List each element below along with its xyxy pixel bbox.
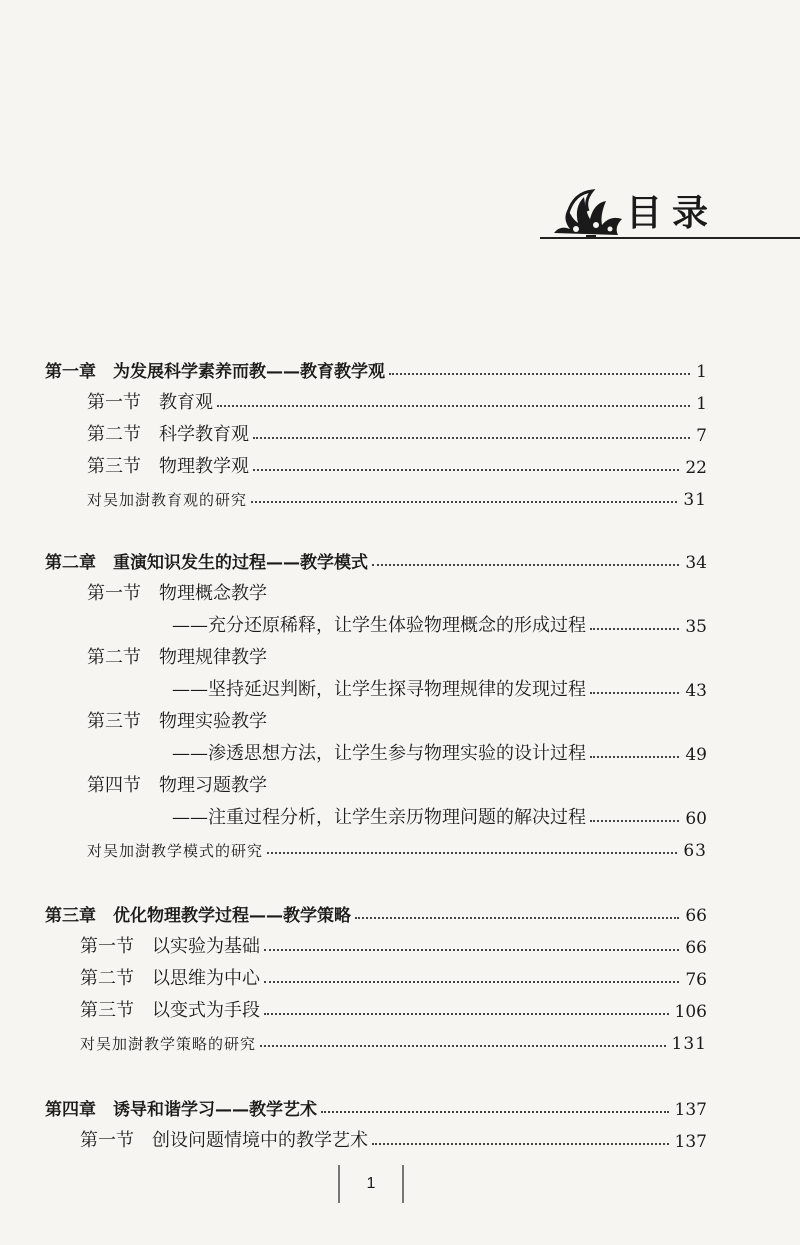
toc-label: ——注重过程分析，让学生亲历物理问题的解决过程 <box>172 807 586 828</box>
dot-leader <box>267 852 677 854</box>
toc-section <box>87 767 707 797</box>
toc-label: 第四节 物理习题教学 <box>87 775 267 796</box>
toc-subtitle <box>172 799 707 829</box>
toc-page: 34 <box>685 553 707 573</box>
toc-label: 第二节 以思维为中心 <box>80 968 260 989</box>
toc-label: ——充分还原稀释，让学生体验物理概念的形成过程 <box>172 615 586 636</box>
toc-label: 第一章 为发展科学素养而教——教育教学观 <box>45 362 385 382</box>
toc-page: 22 <box>685 458 707 478</box>
dot-leader <box>590 756 679 758</box>
toc-label: 第三节 物理实验教学 <box>87 711 267 732</box>
toc-label: 第三节 以变式为手段 <box>80 1000 260 1021</box>
toc-page: 76 <box>685 970 707 990</box>
toc-page: 1 <box>696 362 707 382</box>
toc-label: 第二节 科学教育观 <box>87 424 249 445</box>
toc-label: 对吴加澍教育观的研究 <box>87 491 248 509</box>
page-footer <box>338 1165 404 1203</box>
dot-leader <box>264 981 679 983</box>
toc-section <box>80 992 707 1022</box>
dot-leader <box>372 1143 669 1145</box>
toc-label: 第三章 优化物理教学过程——教学策略 <box>45 906 351 926</box>
toc-label: 第一节 教育观 <box>87 392 213 413</box>
toc-label: 第四章 诱导和谐学习——教学艺术 <box>45 1100 317 1120</box>
dot-leader <box>590 820 679 822</box>
toc-section <box>87 575 707 605</box>
toc-label: 第二节 物理规律教学 <box>87 647 267 668</box>
dot-leader <box>389 373 690 375</box>
page-number: 1 <box>366 1175 376 1192</box>
toc-study <box>87 831 707 861</box>
toc-section <box>87 384 707 414</box>
toc-page: 63 <box>683 841 707 861</box>
toc-label: 对吴加澍教学模式的研究 <box>87 842 264 860</box>
toc-page: 43 <box>685 681 707 701</box>
toc-label: ——渗透思想方法，让学生参与物理实验的设计过程 <box>172 743 586 764</box>
dot-leader <box>217 405 690 407</box>
toc-page: 49 <box>685 745 707 765</box>
toc-page: 1 <box>696 394 707 414</box>
toc-label: 第三节 物理教学观 <box>87 456 249 477</box>
dot-leader <box>260 1045 666 1047</box>
dot-leader <box>590 692 679 694</box>
toc-section <box>87 639 707 669</box>
toc-page: 35 <box>685 617 707 637</box>
dot-leader <box>264 1013 669 1015</box>
toc-subtitle <box>172 735 707 765</box>
toc-section <box>87 416 707 446</box>
toc-page: 106 <box>674 1002 707 1022</box>
toc-chapter <box>45 1090 707 1120</box>
toc-subtitle <box>172 671 707 701</box>
toc-page: 66 <box>685 938 707 958</box>
toc-section <box>87 448 707 478</box>
dot-leader <box>264 949 679 951</box>
toc-label: 第一节 物理概念教学 <box>87 583 267 604</box>
toc-label: 对吴加澍教学策略的研究 <box>80 1035 257 1053</box>
dot-leader <box>372 564 679 566</box>
toc-section <box>80 928 707 958</box>
toc-section <box>87 703 707 733</box>
dot-leader <box>355 917 679 919</box>
dot-leader <box>253 469 679 471</box>
toc-label: 第二章 重演知识发生的过程——教学模式 <box>45 553 368 573</box>
toc-section <box>80 960 707 990</box>
toc-page: 137 <box>674 1100 707 1120</box>
dot-leader <box>253 437 690 439</box>
dot-leader <box>321 1111 669 1113</box>
dot-leader <box>251 501 677 503</box>
toc-chapter <box>45 352 707 382</box>
toc-label: ——坚持延迟判断，让学生探寻物理规律的发现过程 <box>172 679 586 700</box>
toc-chapter <box>45 896 707 926</box>
toc-page: 7 <box>696 426 707 446</box>
toc-label: 第一节 创设问题情境中的教学艺术 <box>80 1130 368 1151</box>
toc-study <box>87 480 707 510</box>
toc-label: 第一节 以实验为基础 <box>80 936 260 957</box>
dot-leader <box>590 628 679 630</box>
toc-page: 66 <box>685 906 707 926</box>
toc-page: 31 <box>683 490 707 510</box>
toc-study <box>80 1024 707 1054</box>
toc-page: 137 <box>674 1132 707 1152</box>
toc-chapter <box>45 543 707 573</box>
toc-page: 60 <box>685 809 707 829</box>
toc-section <box>80 1122 707 1152</box>
toc-page: 131 <box>671 1034 707 1054</box>
page-title: 目录 <box>626 193 719 234</box>
toc-subtitle <box>172 607 707 637</box>
